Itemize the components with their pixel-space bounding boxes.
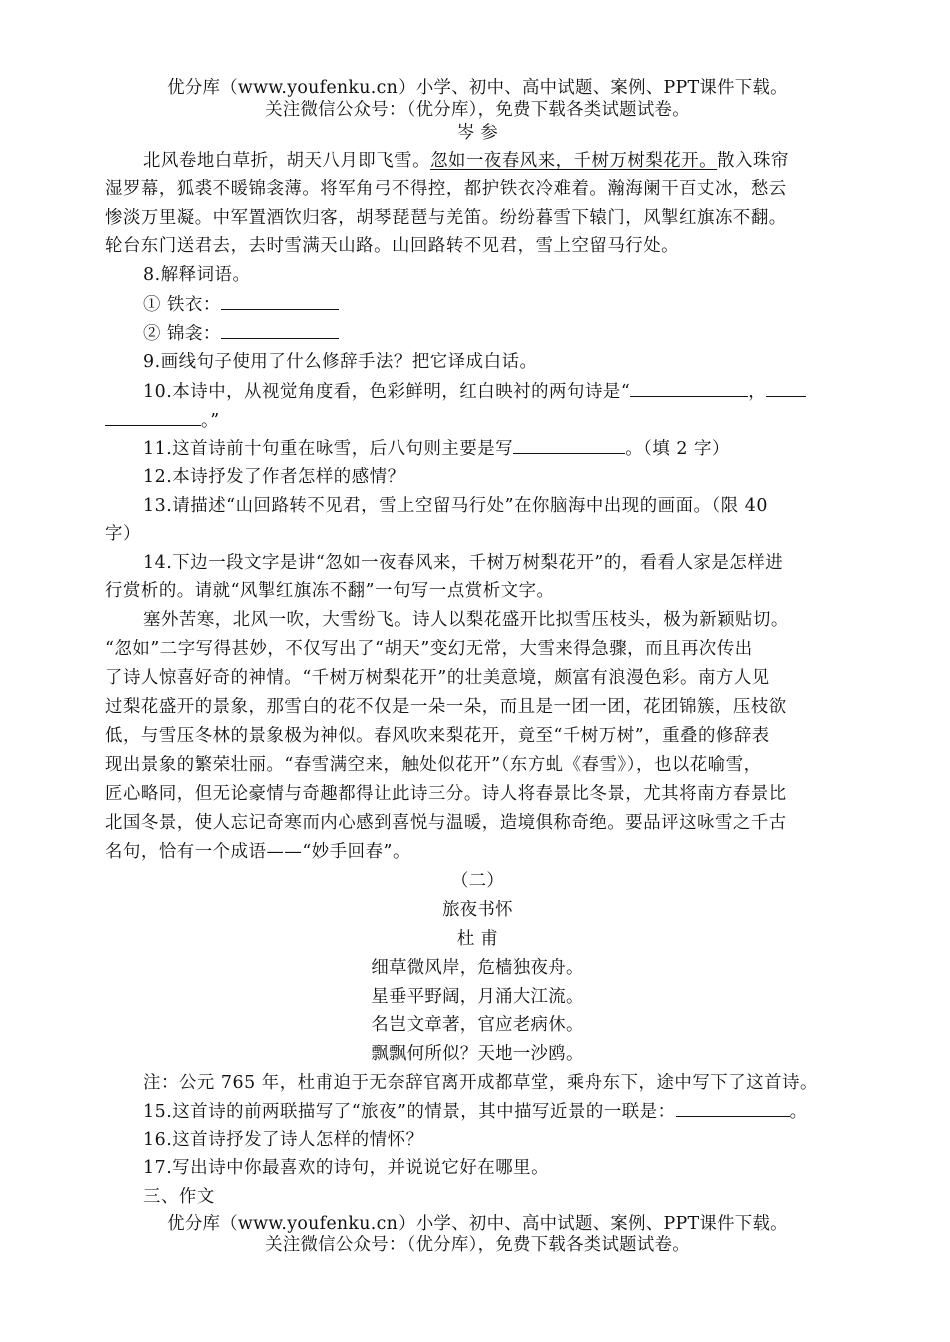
analysis-line: 低，与雪压冬林的景象极为神似。春风吹来梨花开，竟至“千树万树”，重叠的修辞表 bbox=[105, 726, 770, 746]
question-10 bbox=[143, 380, 850, 403]
poem2-line: 星垂平野阔，月涌大江流。 bbox=[371, 987, 584, 1007]
question-13-line-1: 13.请描述“山回路转不见君，雪上空留马行处”在你脑海中出现的画面。（限 40 bbox=[143, 496, 768, 516]
poem2-title: 旅夜书怀 bbox=[442, 900, 513, 920]
question-17: 17.写出诗中你最喜欢的诗句，并说说它好在哪里。 bbox=[143, 1158, 550, 1178]
question-10-text: 10.本诗中，从视觉角度看，色彩鲜明，红白映衬的两句诗是“ bbox=[143, 382, 631, 402]
analysis-line: 现出景象的繁荣壮丽。“春雪满空来，触处似花开”（东方虬《春雪》），也以花喻雪， bbox=[105, 755, 762, 775]
analysis-line: 名句，恰有一个成语——“妙手回春”。 bbox=[105, 842, 411, 862]
question-15-end: 。 bbox=[789, 1102, 808, 1122]
header-line-1: 优分库（www.youfenku.cn）小学、初中、高中试题、案例、PPT课件下载。 bbox=[167, 78, 788, 98]
analysis-line: “忽如”二字写得甚妙，不仅写出了“胡天”变幻无常，大雪来得急骤，而且再次传出 bbox=[105, 639, 753, 659]
poem1-line-4: 轮台东门送君去，去时雪满天山路。山回路转不见君，雪上空留马行处。 bbox=[105, 236, 680, 256]
poem2-line: 细草微风岸，危樯独夜舟。 bbox=[371, 958, 584, 978]
question-9: 9.画线句子使用了什么修辞手法？把它译成白话。 bbox=[143, 352, 538, 372]
question-10-end: 。” bbox=[201, 411, 220, 431]
question-11-text: 11.这首诗前十句重在咏雪，后八句则主要是写 bbox=[143, 439, 514, 459]
poem2-line: 飘飘何所似？天地一沙鸥。 bbox=[371, 1044, 584, 1064]
question-10-cont bbox=[105, 409, 850, 432]
answer-blank[interactable] bbox=[630, 380, 748, 397]
analysis-line: 了诗人惊喜好奇的神情。“千树万树梨花开”的壮美意境，颇富有浪漫色彩。南方人见 bbox=[105, 668, 770, 688]
analysis-line: 北国冬景，使人忘记奇寒而内心感到喜悦与温暖，造境俱称奇绝。要品评这咏雪之千古 bbox=[105, 813, 787, 833]
question-8-item-1 bbox=[143, 293, 850, 316]
question-16: 16.这首诗抒发了诗人怎样的情怀？ bbox=[143, 1130, 424, 1150]
question-12: 12.本诗抒发了作者怎样的感情？ bbox=[143, 467, 406, 487]
question-15-text: 15.这首诗的前两联描写了“旅夜”的情景，其中描写近景的一联是： bbox=[143, 1102, 676, 1122]
footer-line-1: 优分库（www.youfenku.cn）小学、初中、高中试题、案例、PPT课件下载。 bbox=[167, 1214, 788, 1234]
answer-blank[interactable] bbox=[105, 409, 201, 426]
poem2-note: 注：公元 765 年，杜甫迫于无奈辞官离开成都草堂，乘舟东下，途中写下了这首诗。 bbox=[143, 1073, 818, 1093]
answer-blank[interactable] bbox=[221, 322, 339, 339]
analysis-line: 过梨花盛开的景象，那雪白的花不仅是一朵一朵，而且是一团一团，花团锦簇，压枝欲 bbox=[105, 697, 787, 717]
question-15 bbox=[143, 1100, 850, 1123]
analysis-line: 塞外苦寒，北风一吹，大雪纷飞。诗人以梨花盛开比拟雪压枝头，极为新颖贴切。 bbox=[143, 610, 789, 630]
poem1-line-1 bbox=[143, 150, 850, 172]
question-8-item-1-label: ① 铁衣： bbox=[143, 295, 221, 315]
poem1-author: 岑 参 bbox=[456, 123, 499, 143]
question-11-suffix: 。（填 2 字） bbox=[625, 439, 730, 459]
section-2-number: （二） bbox=[450, 871, 505, 891]
poem2-line: 名岂文章著，官应老病休。 bbox=[371, 1015, 584, 1035]
answer-blank[interactable] bbox=[766, 380, 806, 397]
question-8-item-2 bbox=[143, 322, 850, 345]
answer-blank[interactable] bbox=[513, 437, 625, 454]
header-line-2: 关注微信公众号：（优分库），免费下载各类试题试卷。 bbox=[265, 100, 690, 120]
answer-blank[interactable] bbox=[221, 293, 339, 310]
question-8: 8.解释词语。 bbox=[143, 265, 251, 285]
answer-blank[interactable] bbox=[676, 1100, 790, 1117]
analysis-line: 匠心略同，但无论豪情与奇趣都得让此诗三分。诗人将春景比冬景，尤其将南方春景比 bbox=[105, 784, 787, 804]
poem1-line-2: 湿罗幕，狐裘不暖锦衾薄。将军角弓不得控，都护铁衣冷难着。瀚海阑干百丈冰，愁云 bbox=[105, 179, 787, 199]
poem2-author: 杜 甫 bbox=[456, 929, 499, 949]
section-3-title: 三、作文 bbox=[143, 1187, 215, 1207]
poem1-text: 散入珠帘 bbox=[717, 151, 789, 171]
question-8-item-2-label: ② 锦衾： bbox=[143, 324, 221, 344]
question-14-line-1: 14.下边一段文字是讲“忽如一夜春风来，千树万树梨花开”的，看看人家是怎样进 bbox=[143, 553, 784, 573]
underlined-sentence: 忽如一夜春风来，千树万树梨花开。 bbox=[430, 151, 718, 171]
question-13-line-2: 字） bbox=[105, 524, 141, 544]
poem1-line-3: 惨淡万里凝。中军置酒饮归客，胡琴琵琶与羌笛。纷纷暮雪下辕门，风掣红旗冻不翻。 bbox=[105, 208, 787, 228]
question-10-comma: ， bbox=[748, 382, 767, 402]
footer-line-2: 关注微信公众号：（优分库），免费下载各类试题试卷。 bbox=[265, 1235, 690, 1255]
question-14-line-2: 行赏析的。请就“风掣红旗冻不翻”一句写一点赏析文字。 bbox=[105, 581, 555, 601]
question-11 bbox=[143, 437, 850, 460]
poem1-text: 北风卷地白草折，胡天八月即飞雪。 bbox=[143, 151, 431, 171]
